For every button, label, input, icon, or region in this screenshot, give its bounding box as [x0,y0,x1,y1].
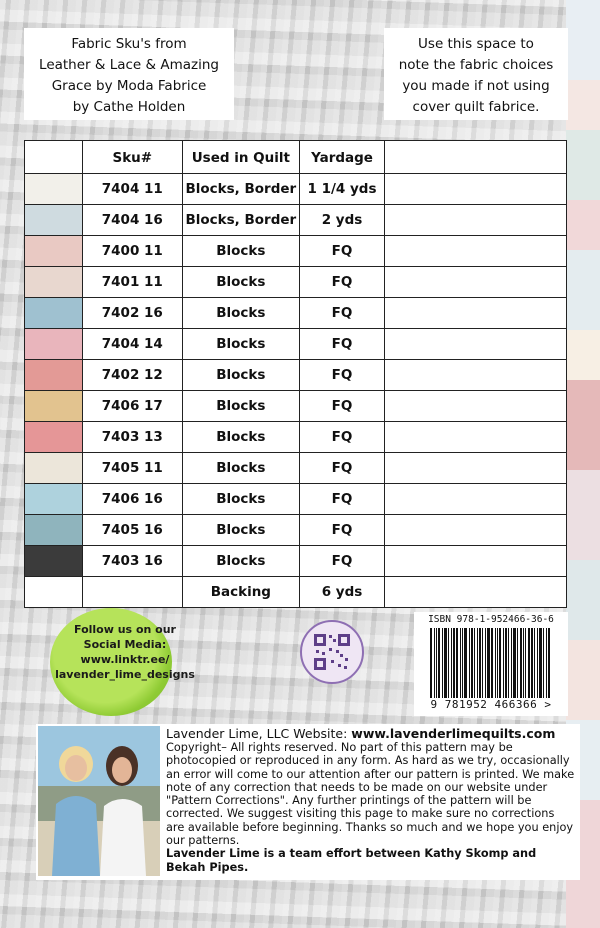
notes-cell[interactable] [385,453,567,484]
table-header-row [25,141,567,174]
table-row [25,360,567,391]
sku-cell: 7404 11 [82,174,183,205]
team-credit: Lavender Lime is a team effort between Kathy Skomp and Bekah Pipes. [166,847,537,874]
isbn-label: ISBN 978-1-952466-36-6 [428,614,554,625]
fabric-swatch [25,360,83,391]
notes-cell[interactable] [385,298,567,329]
barcode-bar [539,628,542,698]
barcode-bar [525,628,526,698]
barcode-bar [520,628,522,698]
barcode-bar [497,628,498,698]
barcode-bar [513,628,516,698]
yardage-cell: FQ [299,391,385,422]
fabric-swatch-fill [25,391,82,421]
fabric-swatch [25,484,83,515]
barcode-bar [531,628,533,698]
yardage-cell: FQ [299,329,385,360]
fabric-swatch-fill [25,174,82,204]
used-in-quilt-cell: Blocks [183,360,300,391]
barcode-bar [430,628,432,698]
barcode-bar [511,628,512,698]
fabric-swatch-fill [25,484,82,514]
table-row [25,453,567,484]
yardage-cell: FQ [299,422,385,453]
barcode-bar [471,628,473,698]
used-in-quilt-cell: Blocks [183,267,300,298]
fabric-requirements-table [24,140,567,608]
note-line: Use this space to [418,36,534,52]
notes-cell[interactable] [385,267,567,298]
notes-cell[interactable] [385,205,567,236]
company-info-text [166,726,576,874]
qr-code[interactable] [300,620,364,684]
website-line [166,726,576,741]
used-in-quilt-cell: Blocks [183,546,300,577]
used-in-quilt-cell: Blocks [183,453,300,484]
yardage-cell: FQ [299,546,385,577]
fabric-swatch [25,422,83,453]
fabric-swatch [25,236,83,267]
barcode-bar [462,628,463,698]
barcode-bar [503,628,504,698]
fabric-source-note [24,28,234,120]
notes-cell[interactable] [385,360,567,391]
barcode-bar [499,628,501,698]
notes-header [385,141,567,174]
barcode-bar [438,628,440,698]
barcode-bar [474,628,475,698]
used-in-quilt-cell: Blocks [183,236,300,267]
barcode-bar [537,628,538,698]
fabric-swatch [25,515,83,546]
used-header: Used in Quilt [183,141,300,174]
fabric-swatch-fill [25,422,82,452]
social-link[interactable]: lavender_lime_designs [55,668,195,681]
notes-cell[interactable] [385,484,567,515]
barcode-bar [464,628,467,698]
fabric-swatch [25,577,83,608]
fabric-swatch-fill [25,236,82,266]
yardage-cell: FQ [299,298,385,329]
table-row [25,546,567,577]
fabric-swatch [25,329,83,360]
used-in-quilt-cell: Blocks [183,422,300,453]
fabric-swatch [25,391,83,422]
yardage-cell: 2 yds [299,205,385,236]
yardage-header: Yardage [299,141,385,174]
sku-cell: 7403 13 [82,422,183,453]
notes-cell[interactable] [385,515,567,546]
notes-cell[interactable] [385,391,567,422]
used-in-quilt-cell: Blocks, Border [183,205,300,236]
fabric-choice-note [384,28,568,120]
table-row [25,205,567,236]
fabric-swatch-fill [25,329,82,359]
isbn-barcode-box [414,612,568,716]
sku-cell: 7402 16 [82,298,183,329]
barcode-bar [546,628,547,698]
note-line: note the fabric choices [398,57,554,73]
barcode-bar [444,628,447,698]
table-row [25,174,567,205]
barcode-bar [491,628,493,698]
barcode-bar [508,628,509,698]
table-row [25,484,567,515]
fabric-swatch-fill [25,205,82,235]
sku-cell: 7400 11 [82,236,183,267]
social-line: Follow us on our [74,623,176,636]
barcode-bar [517,628,518,698]
barcode-bar [523,628,524,698]
sku-cell: 7402 12 [82,360,183,391]
sku-cell: 7404 16 [82,205,183,236]
barcode-bar [528,628,530,698]
barcode-bar [460,628,461,698]
sku-cell: 7405 11 [82,453,183,484]
swatch-header [25,141,83,174]
barcode-bar [436,628,437,698]
social-media-text [50,622,200,682]
used-in-quilt-cell: Blocks [183,298,300,329]
note-line: Leather & Lace & Amazing [39,57,219,73]
barcode-bar [451,628,452,698]
social-line: Social Media: [83,638,167,651]
barcode-bar [487,628,490,698]
sku-cell: 7405 16 [82,515,183,546]
used-in-quilt-cell: Blocks, Border [183,174,300,205]
sku-cell [82,577,183,608]
fabric-swatch [25,205,83,236]
table-row [25,329,567,360]
fabric-swatch-fill [25,453,82,483]
sku-cell: 7403 16 [82,546,183,577]
table-row [25,515,567,546]
note-line: you made if not using [402,78,550,94]
barcode-bar [548,628,550,698]
fabric-swatch-fill [25,298,82,328]
fabric-swatch-fill [25,515,82,545]
barcode-bar [479,628,481,698]
barcode-bar [485,628,486,698]
copyright-text: Copyright– All rights reserved. No part of this pattern may be photocopied or reproduced in any form. As hard as we try, occasionally an error will come to our attention after our pattern is printed. We make note of any correction that needs to be made on our website under "Pattern Corrections". Any further printings of the pattern will be corrected. We suggest visiting this page to make sure no corrections are available before beginning. Thanks so much and we hope you enjoy our patterns. [166,741,575,848]
isbn-number: 9 781952 466366 > [430,698,552,711]
yardage-cell: FQ [299,236,385,267]
barcode-bar [469,628,470,698]
table-row [25,298,567,329]
sku-cell: 7404 14 [82,329,183,360]
yardage-cell: FQ [299,267,385,298]
notes-cell[interactable] [385,236,567,267]
fabric-swatch-fill [25,577,82,607]
used-in-quilt-cell: Blocks [183,484,300,515]
used-in-quilt-cell: Blocks [183,391,300,422]
barcode-bar [505,628,507,698]
barcode-bar [477,628,478,698]
notes-cell[interactable] [385,329,567,360]
sku-cell: 7406 17 [82,391,183,422]
sku-header: Sku# [82,141,183,174]
barcode-bar [442,628,443,698]
note-line: Grace by Moda Fabrice [51,78,207,94]
fabric-swatch [25,453,83,484]
barcode-bar [448,628,449,698]
sku-cell: 7401 11 [82,267,183,298]
fabric-swatch [25,298,83,329]
used-in-quilt-cell: Blocks [183,515,300,546]
fabric-swatch-fill [25,546,82,576]
note-line: Fabric Sku's from [71,36,187,52]
notes-cell[interactable] [385,546,567,577]
yardage-cell: 6 yds [299,577,385,608]
fabric-swatch [25,174,83,205]
social-link[interactable]: www.linktr.ee/ [80,653,170,666]
barcode-bar [543,628,544,698]
barcode-bar [434,628,435,698]
barcode-bar [534,628,535,698]
table-row [25,422,567,453]
website-link[interactable]: www.lavenderlimequilts.com [351,726,556,741]
fabric-swatch-fill [25,267,82,297]
website-label: Lavender Lime, LLC Website: [166,726,352,741]
table-row [25,236,567,267]
designers-photo [38,726,160,876]
notes-cell[interactable] [385,577,567,608]
table-row [25,267,567,298]
company-info-box [36,724,580,880]
yardage-cell: FQ [299,453,385,484]
barcode-bar [453,628,455,698]
barcode-bar [456,628,458,698]
used-in-quilt-cell: Backing [183,577,300,608]
yardage-cell: 1 1/4 yds [299,174,385,205]
fabric-swatch [25,267,83,298]
barcode-icon [428,628,556,698]
note-line: by Cathe Holden [72,99,186,115]
yardage-cell: FQ [299,484,385,515]
notes-cell[interactable] [385,174,567,205]
yardage-cell: FQ [299,360,385,391]
yardage-cell: FQ [299,515,385,546]
note-line: cover quilt fabrice. [412,99,540,115]
table-row [25,391,567,422]
barcode-bar [495,628,496,698]
notes-cell[interactable] [385,422,567,453]
table-row [25,577,567,608]
fabric-swatch [25,546,83,577]
fabric-swatch-fill [25,360,82,390]
sku-cell: 7406 16 [82,484,183,515]
barcode-bar [482,628,483,698]
used-in-quilt-cell: Blocks [183,329,300,360]
